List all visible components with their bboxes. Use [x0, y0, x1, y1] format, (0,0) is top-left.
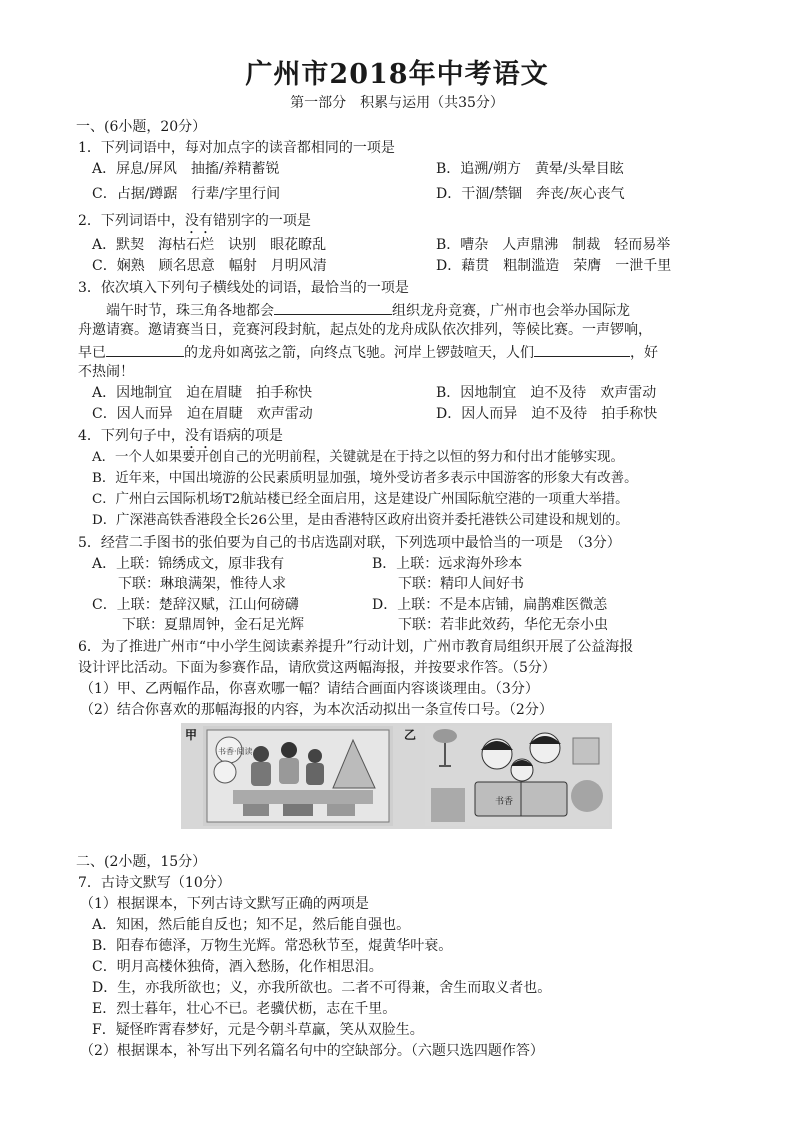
q4-stem-pre: 4．下列句子中，	[78, 428, 185, 444]
q3-blank-2[interactable]	[106, 342, 184, 357]
q2-stem	[78, 212, 311, 237]
q5-option-d-up: D．上联：不是本店铺，扁鹊难医微恙	[372, 597, 608, 613]
q2-stem-pre: 2．下列词语中，	[78, 213, 185, 229]
q3-blank-1[interactable]	[274, 300, 392, 315]
q3-text-3b: 的龙舟如离弦之箭，向终点飞驰。河岸上锣鼓喧天，人们	[184, 345, 534, 361]
q2-option-c: C．娴熟 顾名思意 幅射 月明风清	[92, 258, 327, 274]
q3-passage-line4: 不热闹！	[78, 364, 134, 380]
q1-option-c: C．占据/蹲踞 行辈/字里行间	[92, 186, 281, 202]
q3-text-1a: 端午时节，珠三角各地都会	[106, 303, 274, 319]
q2-option-d: D．藉贯 粗制滥造 荣膺 一泄千里	[436, 258, 672, 274]
q2-option-b: B．嘈杂 人声鼎沸 制裁 轻而易举	[436, 237, 671, 253]
q7-option-d: D．生，亦我所欲也；义，亦我所欲也。二者不可得兼，舍生而取义者也。	[92, 980, 552, 996]
q3-passage-line2: 舟邀请赛。邀请赛当日，竞赛河段封航，起点处的龙舟成队依次排列，等候比赛。一声锣响，	[78, 322, 652, 338]
q6-line2: 设计评比活动。下面为参赛作品，请欣赏这两幅海报，并按要求作答。（5分）	[78, 660, 556, 676]
q3-passage-line3	[78, 342, 658, 362]
q5-stem: 5．经营二手图书的张伯要为自己的书店选副对联，下列选项中最恰当的一项是 （3分）	[78, 535, 621, 551]
q3-stem: 3．依次填入下列句子横线处的词语，最恰当的一项是	[78, 280, 409, 296]
posters-image	[181, 723, 612, 829]
q7-option-b: B．阳春布德泽，万物生光辉。常恐秋节至，焜黄华叶衰。	[92, 938, 453, 954]
poster-a-text: 书香·阅读	[218, 747, 253, 756]
q4-stem-emphasis: 没有	[184, 428, 213, 444]
section1-header: 一、(6小题，20分）	[76, 119, 207, 135]
q6-line1: 6．为了推进广州市“中小学生阅读素养提升”行动计划，广州市教育局组织开展了公益海报	[78, 639, 634, 655]
q4-stem-post: 语病的项是	[212, 428, 283, 444]
q5-option-c-down: 下联：夏鼎周钟，金石足光辉	[122, 617, 304, 633]
q7-sub2: （2）根据课本，补写出下列名篇名句中的空缺部分。（六题只选四题作答）	[80, 1043, 544, 1059]
q5-option-c-up: C．上联：楚辞汉赋，江山何磅礴	[92, 597, 299, 613]
q5-option-b-up: B．上联：远求海外珍本	[372, 556, 523, 572]
q1-option-a: A．屏息/屏风 抽搐/养精蓄锐	[92, 161, 280, 177]
page-title: 广州市2018年中考语文	[245, 59, 549, 90]
q4-option-c: C．广州白云国际机场T2航站楼已经全面启用，这是建设广州国际航空港的一项重大举措。	[92, 492, 629, 507]
q6-sub2: （2）结合你喜欢的那幅海报的内容，为本次活动拟出一条宣传口号。（2分）	[80, 702, 553, 718]
q2-stem-emphasis: 没有	[184, 213, 213, 229]
q2-stem-post: 错别字的一项是	[212, 213, 311, 229]
poster-b-illustration	[425, 726, 609, 826]
q5-option-d-down: 下联：若非此效药，华佗无奈小虫	[398, 617, 608, 633]
q3-blank-3[interactable]	[534, 342, 630, 357]
q7-option-a: A．知困，然后能自反也；知不足，然后能自强也。	[92, 917, 411, 933]
q3-text-3a: 早已	[78, 345, 106, 361]
q7-option-e: E．烈士暮年，壮心不已。老骥伏枥，志在千里。	[92, 1001, 397, 1017]
q7-option-f: F．疑怪昨霄春梦好，元是今朝斗草赢，笑从双脸生。	[92, 1022, 424, 1038]
q5-option-b-down: 下联：精印人间好书	[398, 576, 524, 592]
poster-a-label: 甲	[185, 728, 198, 742]
q4-option-d: D．广深港高铁香港段全长26公里，是由香港特区政府出资并委托港铁公司建设和规划的。	[92, 513, 629, 528]
q3-option-d: D．因人而异 迫不及待 拍手称快	[436, 406, 658, 422]
q3-passage-line1	[106, 300, 630, 320]
q3-option-c: C．因人而异 迫在眉睫 欢声雷动	[92, 406, 313, 422]
page-subtitle: 第一部分 积累与运用（共35分）	[290, 95, 504, 111]
q5-option-a-down: 下联：琳琅满架，惟待人求	[118, 576, 286, 592]
q1-option-d: D．干涸/禁锢 奔丧/灰心丧气	[436, 186, 625, 202]
q3-option-a: A．因地制宜 迫在眉睫 拍手称快	[92, 385, 313, 401]
q4-option-b: B．近年来，中国出境游的公民素质明显加强，境外受访者多表示中国游客的形象大有改善。	[92, 471, 638, 486]
q6-sub1: （1）甲、乙两幅作品，你喜欢哪一幅？请结合画面内容谈谈理由。（3分）	[80, 681, 539, 697]
q3-text-1b: 组织龙舟竞赛，广州市也会举办国际龙	[392, 303, 630, 319]
q7-stem: 7．古诗文默写（10分）	[78, 875, 231, 891]
q1-stem: 1．下列词语中，每对加点字的读音都相同的一项是	[78, 140, 395, 156]
q2-option-a: A．默契 海枯石烂 诀别 眼花瞭乱	[92, 237, 327, 253]
q5-option-a-up: A．上联：锦绣成文，原非我有	[92, 556, 285, 572]
q1-option-b: B．追溯/朔方 黄晕/头晕目眩	[436, 161, 624, 177]
q3-option-b: B．因地制宜 迫不及待 欢声雷动	[436, 385, 657, 401]
q7-option-c: C．明月高楼休独倚，酒入愁肠，化作相思泪。	[92, 959, 383, 975]
q3-text-3c: ，好	[630, 345, 658, 361]
q4-option-a: A．一个人如果要开创自己的光明前程，关键就是在于持之以恒的努力和付出才能够实现。	[92, 450, 624, 465]
poster-a-illustration	[203, 726, 393, 826]
poster-b-label: 乙	[404, 728, 417, 742]
section2-header: 二、(2小题，15分）	[76, 854, 207, 870]
q7-sub1: （1）根据课本，下列古诗文默写正确的两项是	[80, 896, 369, 912]
poster-b-text: 书香	[495, 797, 514, 807]
